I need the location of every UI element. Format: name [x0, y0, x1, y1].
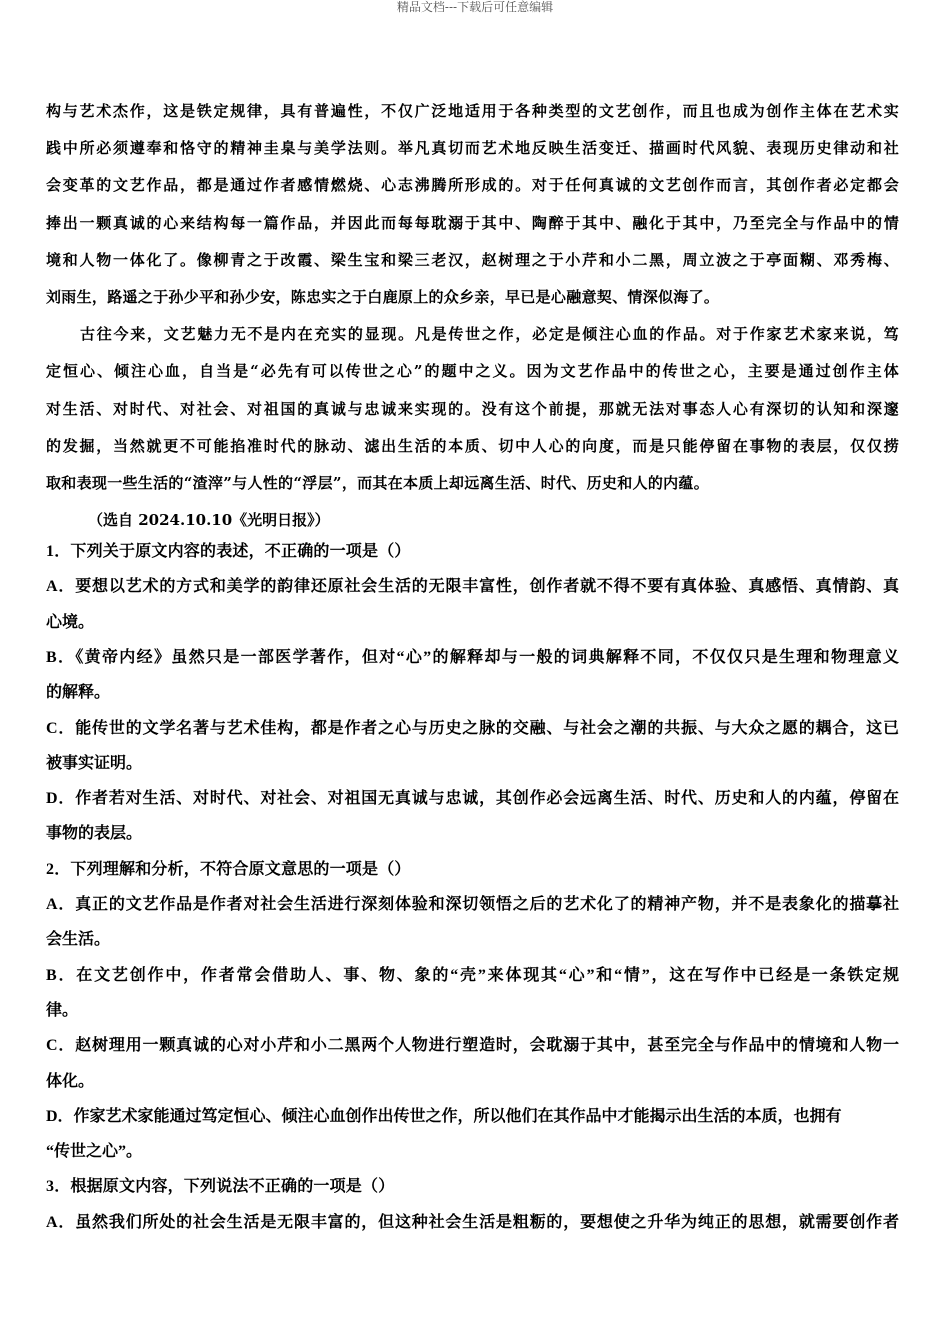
passage-line: 捧出一颗真诚的心来结构每一篇作品，并因此而每每耽溺于其中、陶醉于其中、融化于其中，乃至完全与作品中的情: [46, 213, 899, 232]
option-a: A．要想以艺术的方式和美学的韵律还原社会生活的无限丰富性，创作者就不得不要有真体验、真感悟、真情韵、真: [46, 578, 899, 596]
passage-line: 的发掘，当然就更不可能掐准时代的脉动、滤出生活的本质、切中人心的向度，而是只能停留在事物的表层，仅仅捞: [46, 436, 899, 455]
question-stem: 2．下列理解和分析，不符合原文意思的一项是（）: [46, 860, 411, 878]
option-c-continued: 被事实证明。: [46, 754, 143, 772]
option-d-continued: 事物的表层。: [46, 825, 143, 843]
option-a-continued: 心境。: [46, 613, 95, 631]
document-body: [46, 93, 899, 1240]
passage-line: 对生活、对时代、对社会、对祖国的真诚与忠诚来实现的。没有这个前提，那就无法对事态人心有深切的认知和深邃: [46, 399, 899, 418]
option-a-continued: 会生活。: [46, 931, 111, 949]
passage-source: （选自 2024.10.10《光明日报》）: [88, 511, 330, 530]
passage-line: 境和人物一体化了。像柳青之于改霞、梁生宝和梁三老汉，赵树理之于小芹和小二黑，周立波之于亭面糊、邓秀梅、: [46, 250, 899, 269]
option-b-continued: 的解释。: [46, 684, 111, 702]
option-b: B．《黄帝内经》虽然只是一部医学著作，但对“心”的解释却与一般的词典解释不同，不仅仅只是生理和物理意义: [46, 648, 899, 666]
option-c: C．赵树理用一颗真诚的心对小芹和小二黑两个人物进行塑造时，会耽溺于其中，甚至完全与作品中的情境和人物一: [46, 1037, 899, 1055]
option-c-continued: 体化。: [46, 1072, 95, 1090]
question-2: [46, 852, 899, 1170]
question-stem: 1．下列关于原文内容的表述，不正确的一项是（）: [46, 543, 411, 561]
option-d: D．作家艺术家能通过笃定恒心、倾注心血创作出传世之作，所以他们在其作品中才能揭示出生活的本质，也拥有: [46, 1107, 842, 1125]
option-b: B．在文艺创作中，作者常会借助人、事、物、象的“壳”来体现其“心”和“情”，这在写作中已经是一条铁定规: [46, 966, 899, 984]
option-c: C．能传世的文学名著与艺术佳构，都是作者之心与历史之脉的交融、与社会之潮的共振、与大众之愿的耦合，这已: [46, 719, 899, 737]
option-a: A．虽然我们所处的社会生活是无限丰富的，但这种社会生活是粗粝的，要想使之升华为纯正的思想，就需要创作者: [46, 1213, 899, 1231]
option-d: D．作者若对生活、对时代、对社会、对祖国无真诚与忠诚，其创作必会远离生活、时代、历史和人的内蕴，停留在: [46, 790, 899, 808]
question-1: [46, 534, 899, 852]
passage-line: 践中所必须遵奉和恪守的精神圭臬与美学法则。举凡真切而艺术地反映生活变迁、描画时代风貌、表现历史律动和社: [46, 139, 899, 158]
question-stem: 3．根据原文内容，下列说法不正确的一项是（）: [46, 1178, 395, 1196]
passage-line: 定恒心、倾注心血，自当是“必先有可以传世之心”的题中之义。因为文艺作品中的传世之心，主要是通过创作主体: [46, 362, 899, 381]
passage-line: 刘雨生，路遥之于孙少平和孙少安，陈忠实之于白鹿原上的众乡亲，早已是心融意契、情深似海了。: [46, 287, 720, 306]
option-b-continued: 律。: [46, 1001, 79, 1019]
passage-line: 会变革的文艺作品，都是通过作者感情燃烧、心志沸腾所形成的。对于任何真诚的文艺创作而言，其创作者必定都会: [46, 176, 899, 195]
page-header: 精品文档---下载后可任意编辑: [396, 0, 554, 14]
passage-line: 构与艺术杰作，这是铁定规律，具有普遍性，不仅广泛地适用于各种类型的文艺创作，而且也成为创作主体在艺术实: [46, 102, 899, 120]
option-d-continued: “传世之心”。: [46, 1143, 143, 1161]
question-3: [46, 1169, 899, 1240]
passage-line: 取和表现一些生活的“渣滓”与人性的“浮层”，而其在本质上却远离生活、时代、历史和人的内蕴。: [46, 473, 710, 492]
option-a: A．真正的文艺作品是作者对社会生活进行深刻体验和深切领悟之后的艺术化了的精神产物，并不是表象化的描摹社: [46, 896, 899, 914]
passage-line: 古往今来，文艺魅力无不是内在充实的显现。凡是传世之作，必定是倾注心血的作品。对于作家艺术家来说，笃: [80, 325, 899, 344]
passage: [46, 93, 899, 534]
